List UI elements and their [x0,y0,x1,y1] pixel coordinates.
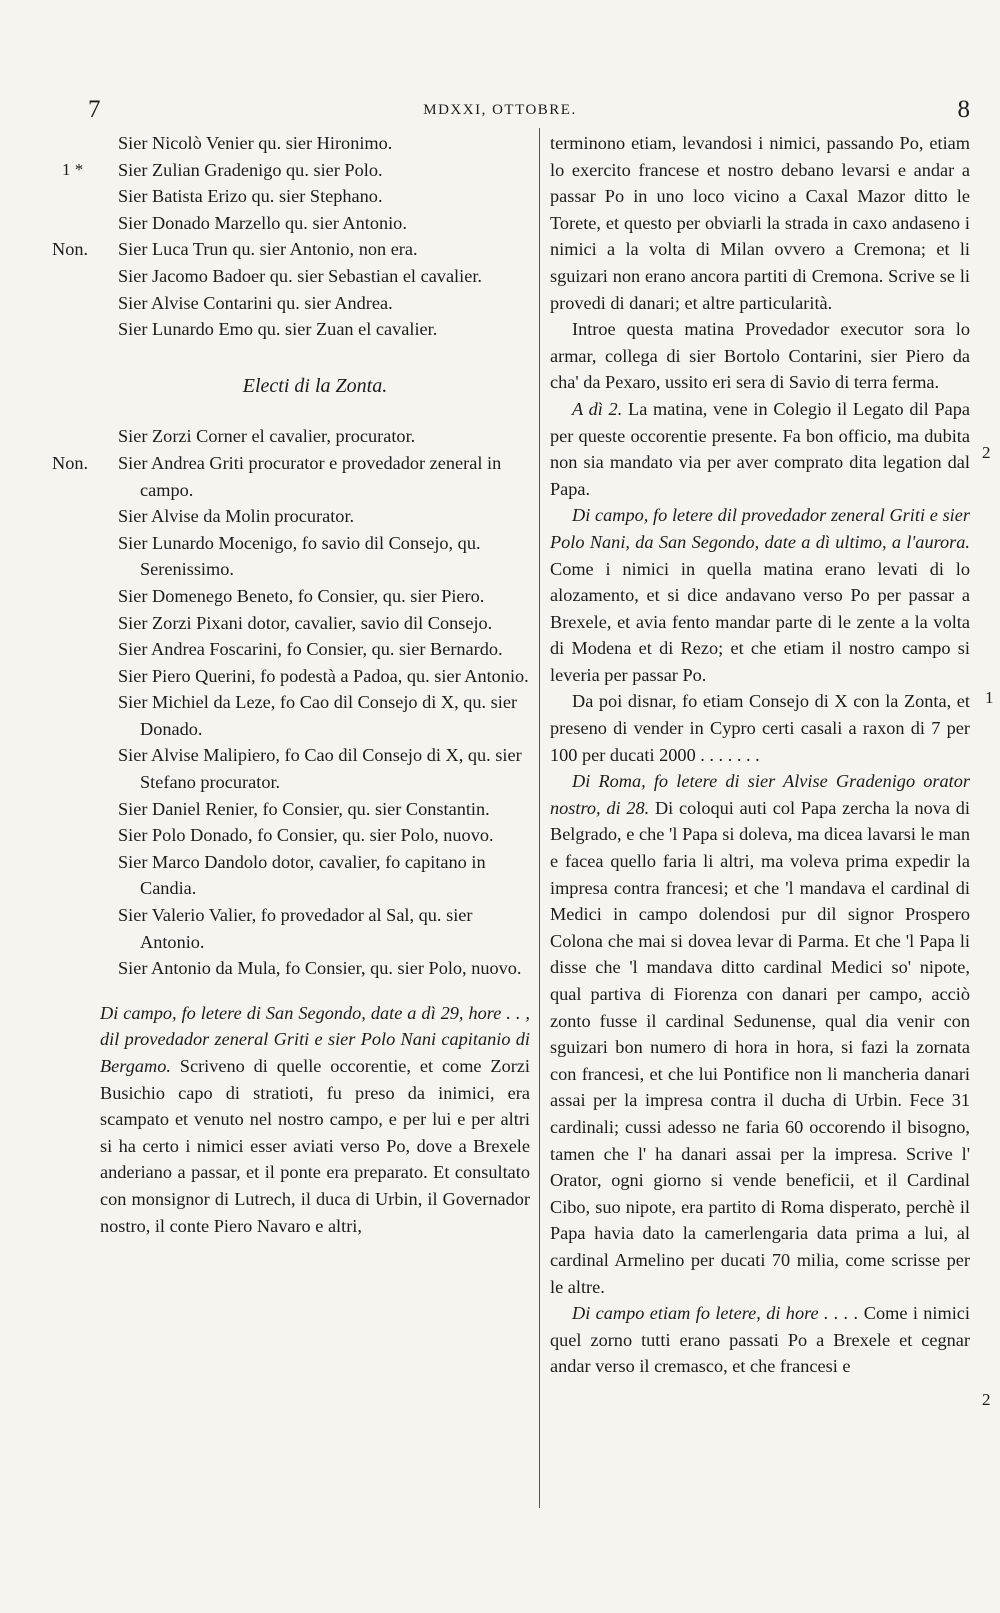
entry-text: Sier Valerio Valier, fo provedador al Sal, qu. sier Antonio. [118,905,473,952]
member-entry [100,636,530,663]
entry-text: Sier Batista Erizo qu. sier Stephano. [118,186,383,207]
running-title: MDXXI, OTTOBRE. [423,102,577,118]
member-entry [100,689,530,742]
right-paragraph-6 [550,768,970,1300]
right-paragraph-4 [550,502,970,688]
right-paragraph-1: terminono etiam, levandosi i nimici, passando Po, etiam lo exercito francese et nostro debano levarsi e andar a passar Po in uno loco vicino a Caxal Mazor ditto le Torete, et questo per obviarli la strada in caxo andaseno i nimici a la volta di Milan ovvero a Cremona; et li sguizari non erano ancora partiti di Cremona. Scrive se li provedi di danari; et altre particularità. [550,133,970,313]
right-paragraph-3 [550,396,970,502]
entry-text: Sier Domenego Beneto, fo Consier, qu. sier Piero. [118,585,485,606]
margin-note-right-2b: 2 [982,1390,991,1409]
entry-text: Sier Polo Donado, fo Consier, qu. sier Polo, nuovo. [118,825,494,846]
member-entry [100,796,530,823]
page-header [0,96,1000,124]
entry-text: Sier Antonio da Mula, fo Consier, qu. sier Polo, nuovo. [118,958,522,979]
entry-text: Sier Jacomo Badoer qu. sier Sebastian el cavalier. [118,265,482,286]
member-entry [100,130,530,157]
member-entry [100,610,530,637]
entry-text: Sier Zorzi Corner el cavalier, procurator. [118,426,416,447]
entry-text: Sier Michiel da Leze, fo Cao dil Consejo di X, qu. sier Donado. [118,692,518,739]
entry-text: Sier Zorzi Pixani dotor, cavalier, savio dil Consejo. [118,612,493,633]
entry-text: Sier Lunardo Emo qu. sier Zuan el cavalier. [118,319,438,340]
member-entry [100,210,530,237]
left-final-heading: Di campo, fo letere di San Segondo, date a dì 29, hore . . , dil provedador zeneral Griti e sier Polo Nani capitanio di Bergamo. [100,1002,530,1076]
margin-note-right-2a: 2 [982,443,991,462]
entry-text: Sier Piero Querini, fo podestà a Padoa, qu. sier Antonio. [118,665,529,686]
margin-note-left: 1 * [62,160,84,179]
left-column [52,130,530,1239]
member-entry [100,263,530,290]
member-entry [100,423,530,450]
member-entry [100,290,530,317]
entry-text: Sier Andrea Foscarini, fo Consier, qu. sier Bernardo. [118,639,503,660]
member-entry [100,822,530,849]
right-p4-heading: Di campo, fo letere dil provedador zeneral Griti e sier Polo Nani, da San Segondo, date a dì ultimo, a l'aurora. [550,505,970,552]
left-column-number: 7 [88,96,101,123]
entry-text: Sier Daniel Renier, fo Consier, qu. sier Constantin. [118,798,490,819]
entry-text: Sier Marco Dandolo dotor, cavalier, fo capitano in Candia. [118,851,486,899]
member-entry [100,902,530,955]
entry-text: Sier Nicolò Venier qu. sier Hironimo. [118,133,393,153]
entry-text: Sier Zulian Gradenigo qu. sier Polo. [118,159,383,180]
member-entry [100,742,530,795]
entry-text: Sier Alvise Contarini qu. sier Andrea. [118,292,393,313]
margin-note-right-1: 1 [985,688,994,707]
column-divider [539,128,540,1508]
right-paragraph-7 [550,1300,970,1380]
member-entry [52,236,530,263]
left-final-paragraph [100,1000,530,1239]
member-entry [100,530,530,583]
right-p7-heading: Di campo etiam fo letere, di hore . . . . [572,1303,859,1324]
right-paragraph-5: Da poi disnar, fo etiam Consejo di X con la Zonta, et preseno di vender in Cypro certi casali a raxon di 7 per 100 per ducati 2000 . . . . . . . [550,691,970,765]
right-p3-text: La matina, vene in Colegio il Legato dil Papa per queste occorentie presente. Fa bon officio, ma dubita non sia mandato via per aver comprato dita legation dal Papa. [550,398,970,499]
member-list-1 [52,130,530,343]
member-entry [100,583,530,610]
entry-text: Sier Luca Trun qu. sier Antonio, non era. [118,239,418,260]
entry-text: Sier Donado Marzello qu. sier Antonio. [118,212,407,233]
left-final-text: Scriveno di quelle occorentie, et come Zorzi Busichio capo di stratioti, fu preso da inimici, era scampato et venuto nel nostro campo, e per lui e per altri si ha certo i nimici esser aviati verso Po, dove a Brexele anderiano a passar, et il ponte era preparato. Et consultato con monsignor di Lutrech, il duca di Urbin, il Governador nostro, il conte Piero Navaro e altri, [100,1056,530,1236]
entry-text: Sier Alvise da Molin procurator. [118,506,355,527]
right-p6-heading: Di Roma, fo letere di sier Alvise Gradenigo orator nostro, di 28. [550,771,970,818]
entry-label: Non. [52,239,89,260]
member-entry [52,450,530,503]
right-p7-text: Come i nimici quel zorno tutti erano passati Po a Brexele et cegnar andar verso il cremasco, et che francesi e [550,1303,970,1377]
right-paragraph-2: Introe questa matina Provedador executor sora lo armar, collega di sier Bortolo Contarini, sier Piero da cha' da Pexaro, ussito eri sera di Savio di terra ferma. [550,319,970,393]
entry-text: Sier Alvise Malipiero, fo Cao dil Consejo di X, qu. sier Stefano procurator. [118,745,522,793]
member-entry [100,955,530,982]
right-p4-text: Come i nimici in quella matina erano levati di lo alozamento, et si dice andavano verso Po per passar a Brexele, et avia fento mandar parte di le zente a la volta di Modena et di Rezo; et che etiam il nostro campo si leveria per passar Po. [550,558,970,685]
member-entry [100,316,530,343]
entry-text: Sier Lunardo Mocenigo, fo savio dil Consejo, qu. Serenissimo. [118,532,481,580]
member-entry [100,503,530,530]
member-entry [100,663,530,690]
entry-text: Sier Andrea Griti procurator e provedador zeneral in campo. [118,452,502,500]
right-p6-text: Di coloqui auti col Papa zercha la nova di Belgrado, e che 'l Papa si doleva, ma dicea lavarsi le man e facea quello faria li altri, ma voleva prima expedir la impresa contra francesi; et che 'l mandava el cardinal di Medici in campo dolendosi pur dil signor Prospero Colona che mai si dovea levar di Parma. Et che 'l Papa li disse che 'l mandava ditto cardinal Medici so' nipote, qual partiva di Fiorenza con danari per campo, acciò zonto fusse il cardinal Sedunense, qual dia venir con sguizari bon numero di hora in hora, si fazi la zornata con francesi, et che lui Pontifice non li mancheria danari assai per la impresa contra il ducha di Urbin. Fece 31 cardinali; cussi adesso ne faria 60 occorendo il bisogno, tamen che l' ha danari assai per la impresa. Scrive l' Orator, ogni giorno si vende beneficii, et il Cardinal Cibo, suo nipote, era partito di Roma disperato, perchè il Papa havia dato la camerlengaria data prima a lui, al cardinal Armelino per ducati 70 milia, come scrisse per le altre. [550,797,970,1297]
right-p3-heading: A dì 2. [572,398,623,419]
right-column-number: 8 [957,96,970,123]
member-list-2 [52,423,530,981]
member-entry [100,849,530,902]
member-entry [100,157,530,184]
section-title: Electi di la Zonta. [242,374,388,397]
member-entry [100,183,530,210]
entry-label: Non. [52,452,89,473]
right-column [550,130,970,1380]
